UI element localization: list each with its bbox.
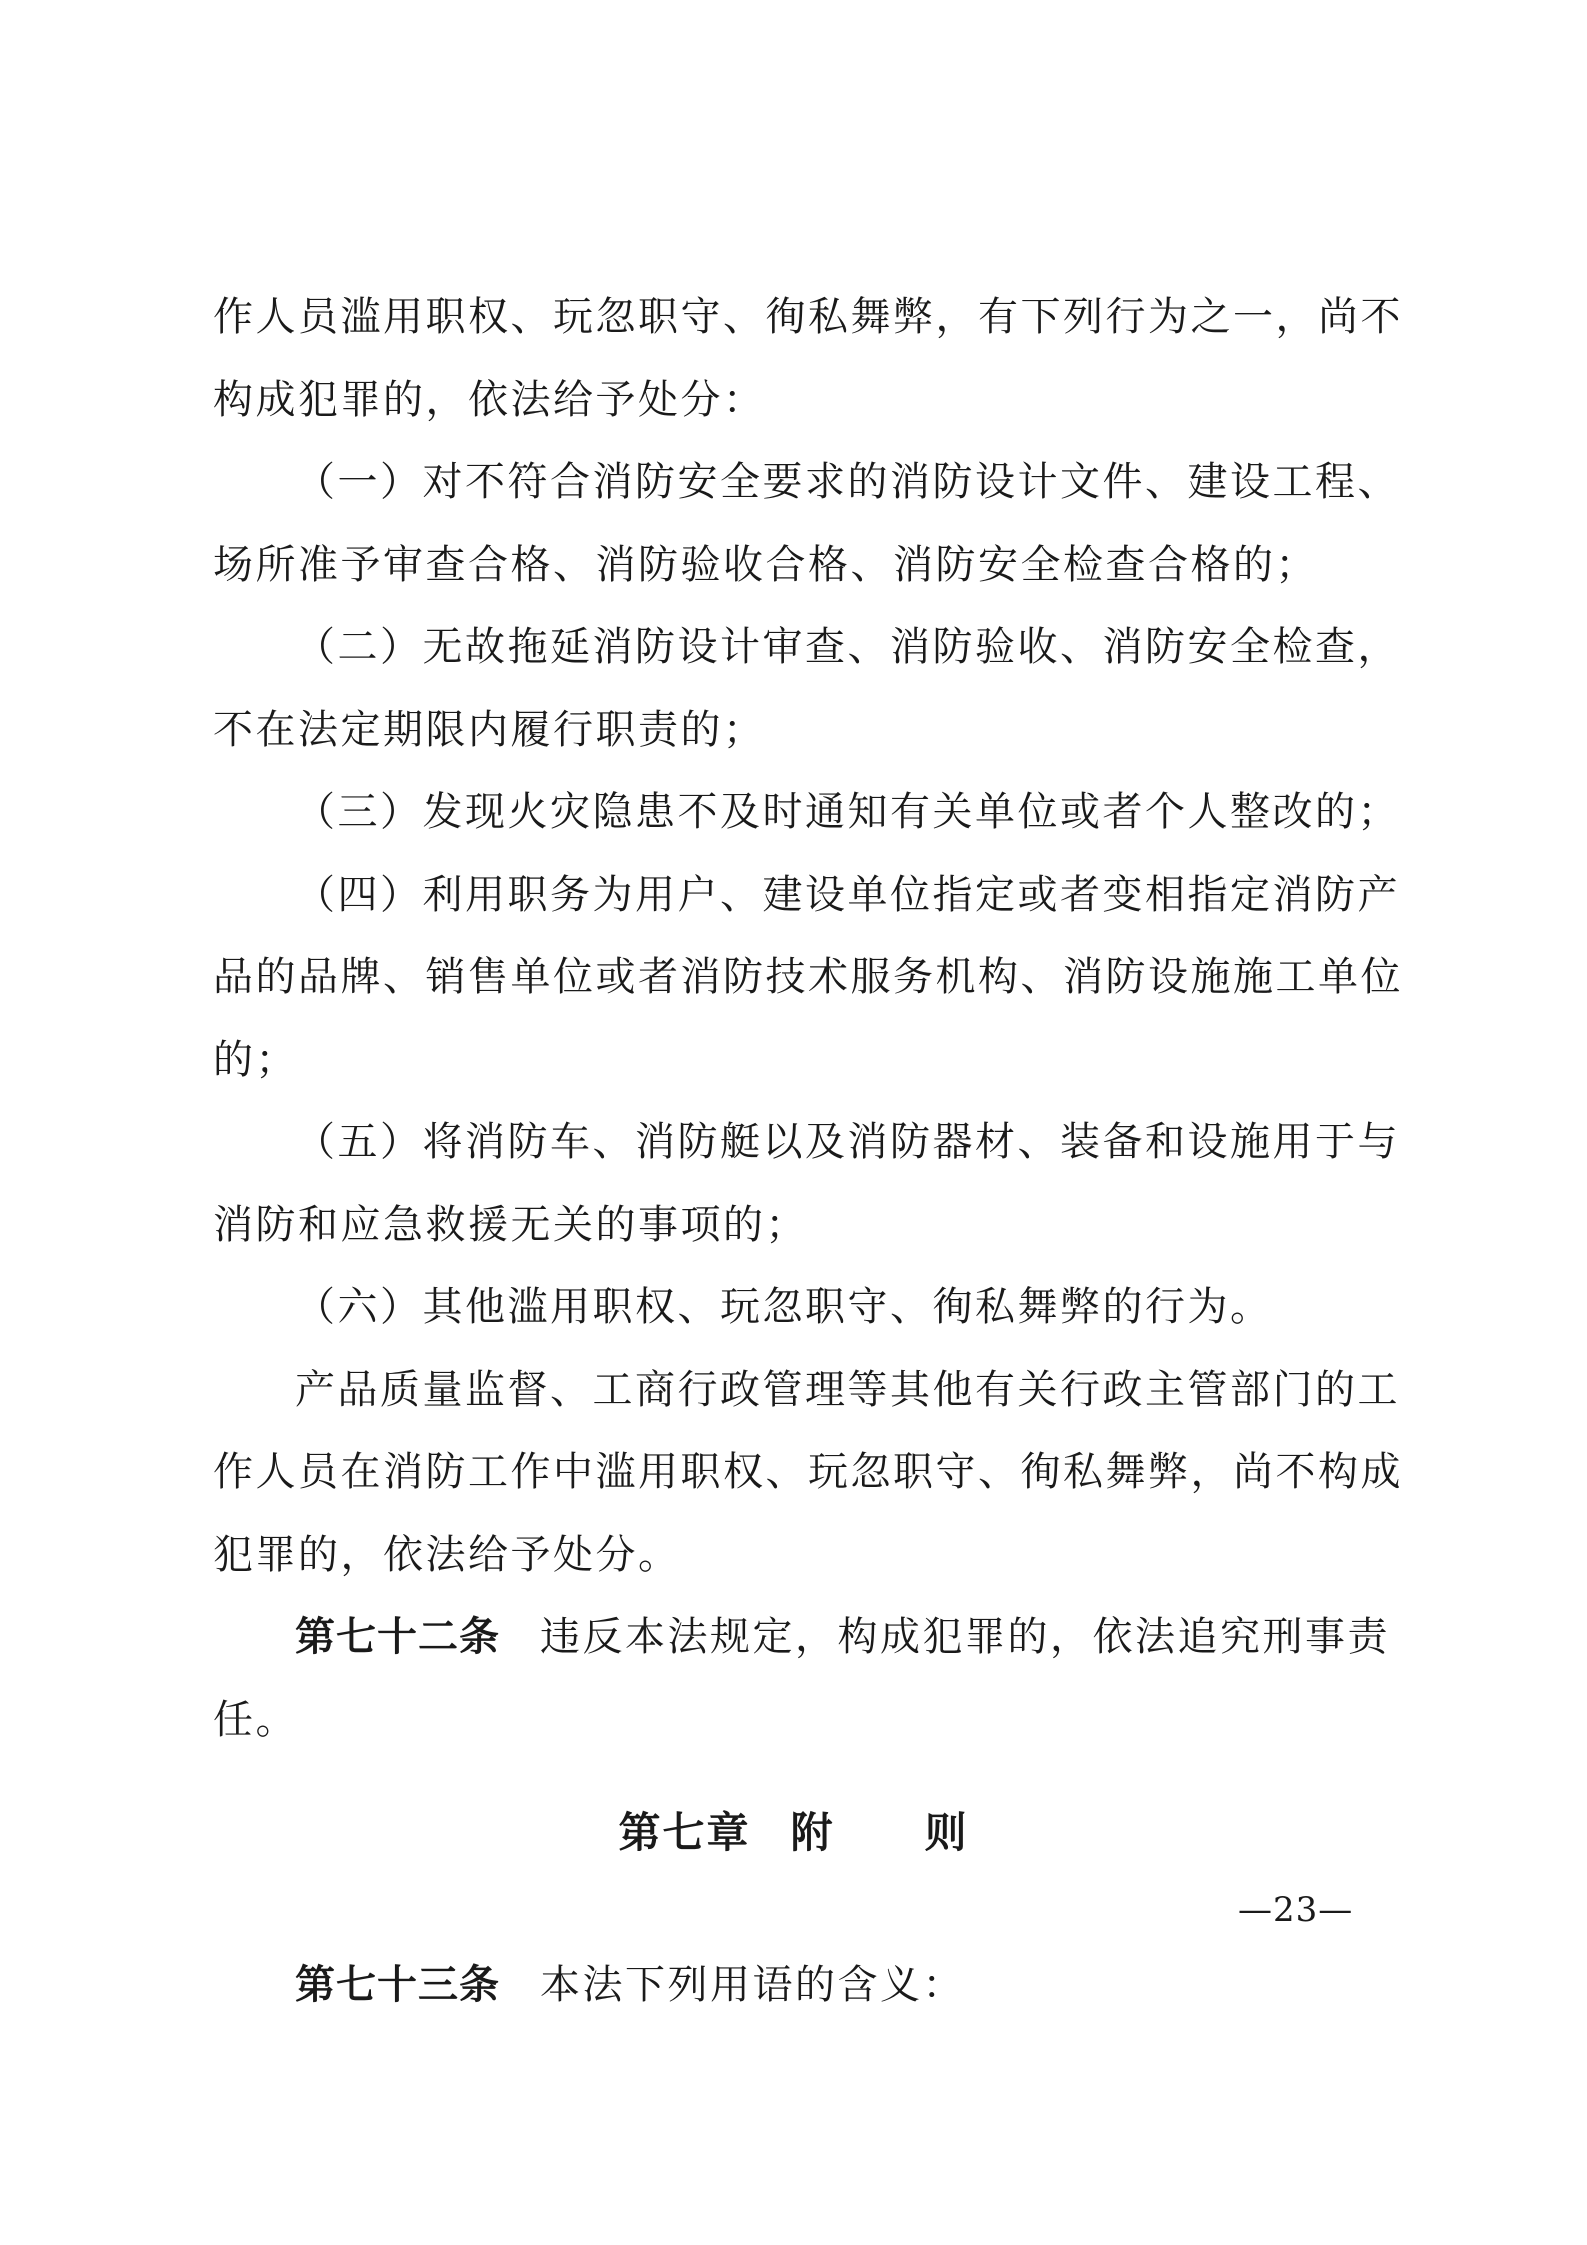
paragraph-start: 产品质量监督、工商行政管理等其他有关行政主管部门的工 — [295, 1367, 1400, 1413]
page-number: —23— — [1238, 1890, 1354, 1930]
chapter-title-part1: 附 — [790, 1808, 835, 1857]
list-item-5: （五）将消防车、消防艇以及消防器材、装备和设施用于与 — [295, 1119, 1400, 1165]
chapter-heading — [0, 1805, 1587, 1861]
body-line: 品的品牌、销售单位或者消防技术服务机构、消防设施施工单位 — [213, 954, 1403, 1000]
article-73-label: 第七十三条 — [295, 1962, 500, 2008]
list-item-1: （一）对不符合消防安全要求的消防设计文件、建设工程、 — [295, 459, 1400, 505]
body-line: 作人员滥用职权、玩忽职守、徇私舞弊，有下列行为之一，尚不 — [213, 294, 1403, 340]
list-item-6: （六）其他滥用职权、玩忽职守、徇私舞弊的行为。 — [295, 1284, 1273, 1330]
chapter-number: 第七章 — [618, 1808, 751, 1857]
body-line: 场所准予审查合格、消防验收合格、消防安全检查合格的； — [213, 542, 1318, 588]
body-line: 不在法定期限内履行职责的； — [213, 707, 766, 753]
list-item-4: （四）利用职务为用户、建设单位指定或者变相指定消防产 — [295, 872, 1400, 918]
article-73-text: 本法下列用语的含义： — [540, 1962, 965, 2008]
body-line: 消防和应急救援无关的事项的； — [213, 1202, 808, 1248]
body-line: 犯罪的，依法给予处分。 — [213, 1532, 681, 1578]
list-item-2: （二）无故拖延消防设计审查、消防验收、消防安全检查， — [295, 624, 1400, 670]
body-line: 的； — [213, 1037, 298, 1083]
list-item-3: （三）发现火灾隐患不及时通知有关单位或者个人整改的； — [295, 789, 1400, 835]
body-line: 作人员在消防工作中滥用职权、玩忽职守、徇私舞弊，尚不构成 — [213, 1449, 1403, 1495]
article-72-text: 违反本法规定，构成犯罪的，依法追究刑事责 — [540, 1614, 1390, 1660]
body-line: 构成犯罪的，依法给予处分： — [213, 377, 766, 423]
article-72-label: 第七十二条 — [295, 1614, 500, 1660]
article-72 — [295, 1610, 1390, 1664]
chapter-title-part2: 则 — [924, 1808, 969, 1857]
article-73 — [295, 1958, 965, 2012]
article-72-continuation: 任。 — [213, 1697, 298, 1743]
